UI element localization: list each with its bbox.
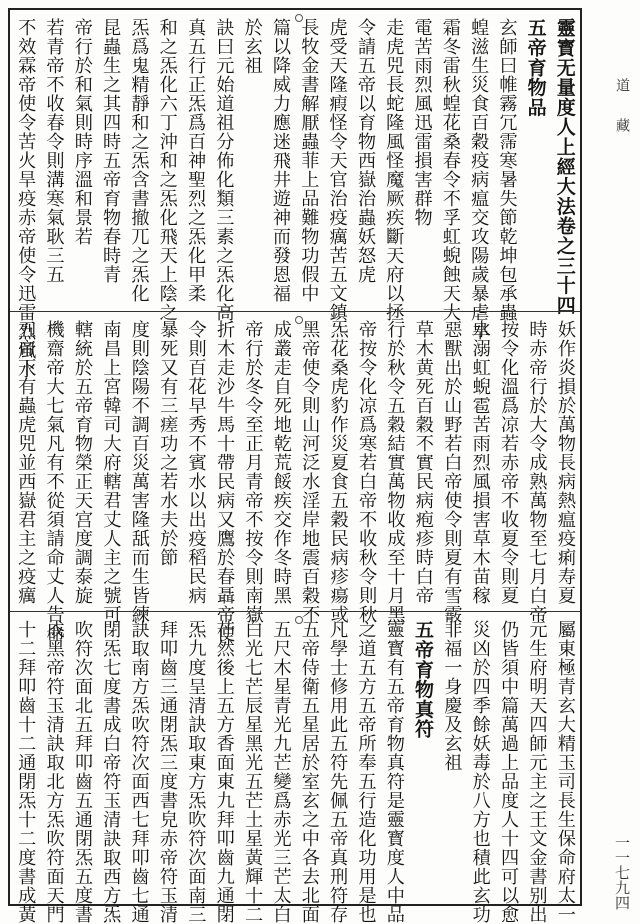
text-columns [15, 18, 576, 379]
text-column: 靈寳有五帝育物真符是靈寳度人中品 [383, 620, 405, 924]
text-column: 不效霖帝使令苦火旱疫赤帝使令迅雷烈風水 [15, 18, 37, 379]
text-column: 電苦雨烈風迅雷損害群物 [411, 18, 433, 227]
text-column: 災凶於四季餘妖毒於八方也積此玄功 [469, 620, 491, 924]
text-column: 時赤帝行於大令成熟萬物至七月白帝 [526, 320, 548, 624]
text-column: 芒然後上五方香面東九拜叩齒九通閉 [213, 620, 235, 924]
text-column: 篇以降威力應迷飛井遊神而發恩福 [270, 18, 292, 303]
text-column: 屬東極青玄大精玉司長生保命府太一 [554, 620, 576, 924]
text-column: 黑帝使令則山河泛水淫岸地震百穀不 [299, 320, 321, 624]
text-column: 行於秋令五穀結實萬物收成至十月黑 [384, 320, 406, 624]
text-columns [15, 320, 576, 643]
page-number: 一一七九四 [613, 835, 631, 910]
text-column: 拜叩齒三通閉炁三度書皃赤帝符玉清 [157, 620, 178, 924]
text-column: 閉炁七度書成白帝符玉清訣取西方炁 [100, 620, 122, 924]
text-column: 五尺木星青光九芒變爲赤光三芒太白 [270, 620, 292, 924]
text-column: 按令化溫爲凉若赤帝不收夏令則夏 [498, 320, 520, 605]
text-columns [15, 620, 576, 924]
text-panel-top [10, 10, 580, 379]
text-column: 長牧金書解厭蟲菲上品難物功假中 [298, 18, 320, 303]
text-column: 蝗滋生災食百穀疫病瘟交攻陽歲暴虐旱 [468, 18, 490, 341]
text-column: 五帝下有蟲虎兕並西嶽君主之疫癘 [15, 320, 37, 605]
text-column: 靈寳无量度人上經大法卷之三十四 [553, 18, 576, 315]
text-column: 昆蟲生之其四時五帝育物春時青 [100, 18, 122, 284]
text-column: 炁花桑虎豹作災夏食五穀民病疹瘍或 [327, 320, 349, 624]
text-column: 白光七芒辰星黑光五芒土星黃輝十二 [242, 620, 264, 924]
text-column: 帝按令化凉爲寒若白帝不收秋令則秋 [356, 320, 378, 624]
text-column: 霜冬雷秋蝗花桑春令不孚虹蜺蝕天大 [439, 18, 461, 322]
margin-label-zang: 藏 [614, 118, 630, 132]
text-column: 成黑帝符玉清訣取北方炁吹符面天門 [43, 620, 65, 924]
text-column: 惡獸出於山野若白帝使令則夏有雪霰 [441, 320, 463, 624]
text-column: 帝行於和氣則時序溫和景若 [71, 18, 93, 246]
text-column: 訣曰元始道祖分佈化類三素之炁化高 [213, 18, 235, 322]
text-column: 五帝育物品 [524, 18, 547, 117]
text-column: 機齋帝大七氣凡有不從須請命丈人告命 [43, 320, 65, 643]
text-column: 五帝育物真符 [412, 620, 435, 739]
text-column: 成叢走自死地乾荒餒疾交作冬時黑 [270, 320, 292, 605]
text-column: 虎受天隆瘕怪令天官治疫癘苦五文鎮 [326, 18, 348, 322]
text-column: 元生府明天四師元主之王文金書别出 [526, 620, 548, 924]
text-column: 和之炁化六丁沖和之炁化飛天上陰之 [156, 18, 178, 322]
text-column: 吹符次面北五拜叩齒五通閉炁五度書 [71, 620, 93, 924]
text-panel-bottom [10, 611, 580, 924]
text-column: 十二拜叩齒十二通閉炁十二度書成黃 [15, 620, 37, 924]
text-column: 草木黄死百穀不實民病疱疹時白帝 [412, 320, 434, 605]
text-panel-middle [10, 311, 580, 643]
text-column: 玄師曰帷霧冗霈寒暑失節乾坤包承蟲 [496, 18, 518, 322]
text-column: 走虎兕長蛇隆風怪魔厥疾斷天府以拯 [383, 18, 405, 322]
text-column: 令請五帝以育物西嶽治蟲妖怒虎 [354, 18, 376, 284]
text-column: 之道五方五帝所奉五行造化功用是也 [355, 620, 377, 924]
text-column: 真五行正炁爲百神聖烈之炁化甲柔 [185, 18, 207, 303]
text-column: 凡學士修用此五符先佩五帝真刑符存 [327, 620, 349, 924]
text-column: 度則陰陽不調百災萬害隆舐而生皆練 [128, 320, 150, 624]
text-column: 於玄祖 [241, 18, 263, 75]
margin-label-dao: 道 [614, 78, 630, 92]
text-column: 炁九度呈清訣取東方炁吹符次面南三 [185, 620, 207, 924]
text-column: 水溺虹蜺雹苦雨烈風損害草木苗稼 [469, 320, 491, 605]
text-column: 暴死又有三瘥功之若水夫於節 [157, 320, 179, 567]
text-column: 非福一身慶及玄祖 [441, 620, 463, 772]
text-column: 南昌上宮韓司大府轄君丈人主之號可 [100, 320, 122, 624]
text-column: 轄統於五帝育物榮正天宫度調泰旋 [72, 320, 94, 605]
text-column: 若青帝不收春令則溝寒氣耿三五 [43, 18, 65, 284]
text-column: 折木走沙牛馬十帶民病又鷹於春聶帝使 [214, 320, 236, 643]
text-column: 仍皆須中篇萬過上品度人十四可以愈 [498, 620, 520, 924]
text-column: 妖作炎損於萬物長病熱瘟疫痢寿夏 [554, 320, 576, 605]
text-column: 帝行於冬令至正月青帝不按令則南嶽 [242, 320, 264, 624]
text-column: 訣取南方炁吹符次面西七拜叩齒七通 [128, 620, 150, 924]
text-column: 五帝侍衛五星居於室玄之中各去北面 [298, 620, 320, 924]
text-column: 令則百花早秀不賓水以出疫稻民病 [185, 320, 207, 605]
text-column: 炁爲鬼精靜和之炁含書撤兀之炁化 [128, 18, 150, 303]
page-frame [8, 8, 582, 924]
